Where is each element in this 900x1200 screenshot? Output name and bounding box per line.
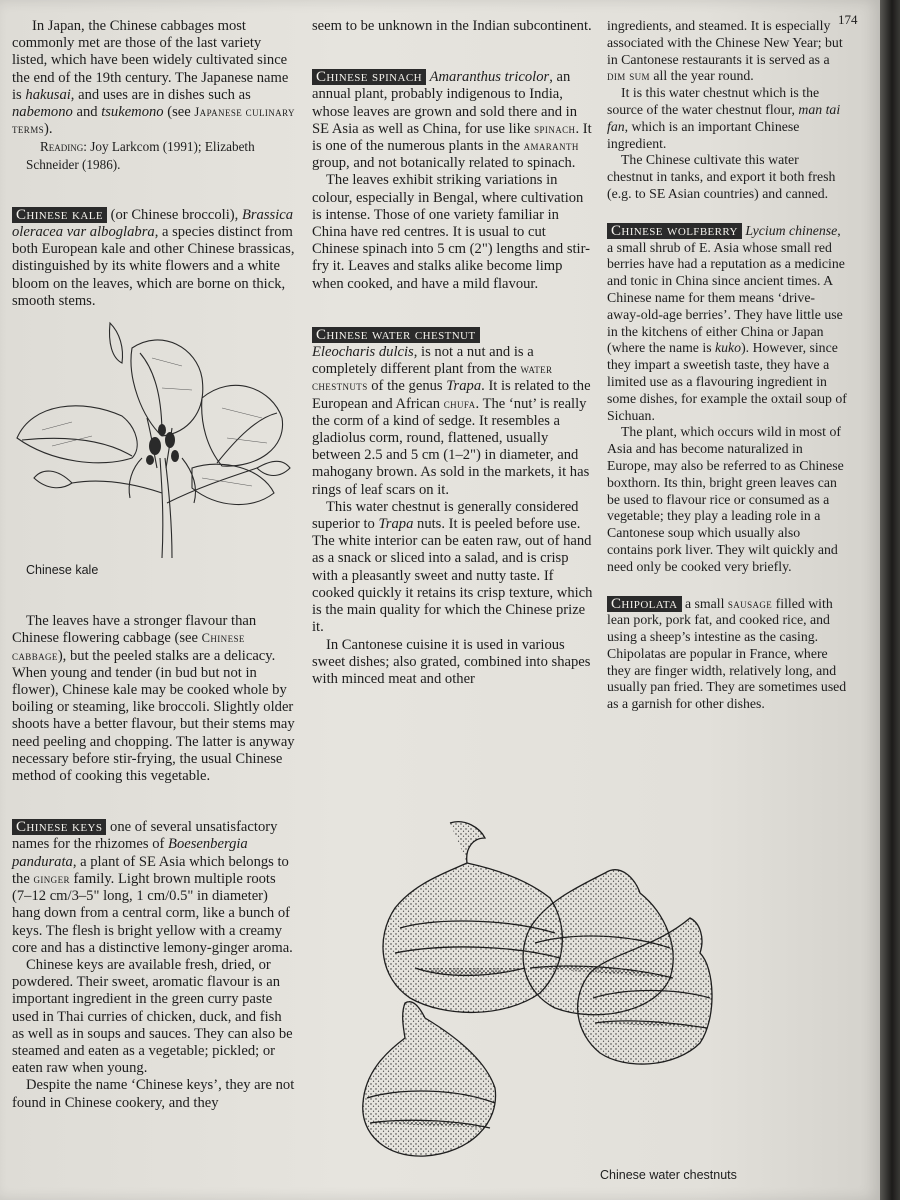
headword-chinese-keys: Chinese keys [12,819,106,835]
headword-chipolata: Chipolata [607,596,682,612]
water-chestnut-export-paragraph: The Chinese cultivate this water chestnut in tanks, and export it both fresh (e.g. to SE Asian countries) and canned. [607,152,836,201]
headword-chinese-kale: Chinese kale [12,207,107,223]
page-number: 174 [838,12,858,27]
entry-chipolata: Chipolata a small sausage filled with lean pork, pork fat, and cooked rice, and using a sheep’s intestine as the casing. Chipolatas are popular in France, where they are finger width, relatively long, and usually pan fried. They are sometimes used as a garnish for other dishes. [607,595,847,712]
entry-chinese-water-chestnut: Chinese water chestnut Eleocharis dulcis, is not a nut and is a completely different plant from the water chestnuts of the genus Trapa. It is related to the European and African chufa. The ‘nut’ is really the corm of a kind of sedge. It resembles a gladiolus corm, round, flattened, usually between 2.5 and 5 cm (1–2") in diameter, and mahogany brown. As sold in the markets, it has rings of leaf scars on it. [312,326,591,498]
column-1 [12,18,297,1112]
column-3 [607,18,847,713]
entry-chinese-wolfberry: Chinese wolfberry Lycium chinense, a small shrub of E. Asia whose small red berries have had a reputation as a medicine and tonic in China since ancient times. A Chinese name for them means ‘drive-away-old-age berries’. They have little use in the kitchens of either China or Japan (where the name is kuko). However, since they impart a sweetish taste, they have a limited use as a flavouring ingredient in some dishes, for example the oxtail soup of Sichuan. [607,222,847,423]
wolfberry-paragraph-2: The plant, which occurs wild in most of Asia and has become naturalized in Europe, may also be referred to as Chinese boxthorn. Its thin, bright green leaves can be used to flavour rice or consumed as a vegetable; they play a leading role in a Cantonese soup which usually also contains pork liver. They wilt quickly and need only be cooked very briefly. [607,424,844,574]
water-chestnut-continuation: ingredients, and steamed. It is especially associated with the Chinese New Year; but in Cantonese restaurants it is served as a dim sum all the year round. [607,18,843,84]
chinese-kale-illustration [12,318,297,558]
water-chestnut-flour-paragraph: It is this water chestnut which is the source of the water chestnut flour, man tai fan, which is an important Chinese ingredient. [607,85,841,151]
headword-chinese-wolfberry: Chinese wolfberry [607,223,742,239]
keys-paragraph-2: Chinese keys are available fresh, dried, or powdered. Their sweet, aromatic flavour is an important ingredient in the green curry paste used in Thai curries of chicken, duck, and fish as well as in soups and sauces. They can also be steamed and eaten as a vegetable; pickled; or eaten raw when young. [12,956,293,1077]
entry-chinese-keys: Chinese keys one of several unsatisfactory names for the rhizomes of Boesenbergia pandurata, a plant of SE Asia which belongs to the ginger family. Light brown multiple roots (7–12 cm/3–5" long, 1 cm/0.5" in diameter) hang down from a central corm, like a bunch of keys. The flesh is bright yellow with a creamy core and has a distinctive lemony-ginger aroma. [12,819,293,956]
headword-chinese-water-chestnut: Chinese water chestnut [312,327,480,343]
spinach-continuation: seem to be unknown in the Indian subcontinent. [312,18,592,34]
headword-chinese-spinach: Chinese spinach [312,69,426,85]
keys-paragraph-3: Despite the name ‘Chinese keys’, they are not found in Chinese cookery, and they [12,1077,295,1111]
reading-note: Reading: Joy Larkcom (1991); Elizabeth Schneider (1986). [26,139,255,172]
water-chestnut-illustration [355,818,715,1163]
water-chestnut-paragraph-3: In Cantonese cuisine it is used in various sweet dishes; also grated, combined into shapes with minced meat and other [312,636,591,687]
water-chestnut-paragraph-2: This water chestnut is generally considered superior to Trapa nuts. It is peeled before use. The white interior can be eaten raw, out of hand as a snack or sliced into a salad, and is crisp with a pleasantly sweet and nutty taste. If cooked quickly it retains its crisp texture, which is the main quality for which the Chinese prize it. [312,498,593,636]
kale-paragraph-2: The leaves have a stronger flavour than Chinese flowering cabbage (see Chinese cabbage), but the peeled stalks are a delicacy. When young and tender (in bud but not in flower), Chinese kale may be cooked whole by boiling or steaming, like broccoli. Slightly older shoots have a better flavour, but their stems may need peeling and chopping. The latter is anyway necessary before stir-frying, the usual Chinese method of cooking this vegetable. [12,613,295,785]
page-edge [880,0,900,1200]
entry-chinese-kale: Chinese kale (or Chinese broccoli), Brassica oleracea var alboglabra, a species distinct from both European kale and other Chinese brassicas, distinguished by its white flowers and a white bloom on the leaves, which are borne on thick, smooth stems. [12,206,295,309]
chinese-kale-caption: Chinese kale [26,563,99,578]
water-chestnut-caption: Chinese water chestnuts [600,1168,737,1182]
column-2 [312,18,595,688]
hakusai-paragraph: In Japan, the Chinese cabbages most commonly met are those of the last variety listed, which have been widely cultivated since the end of the 19th century. The Japanese name is hakusai, and uses are in dishes such as nabemono and tsukemono (see Japanese culinary terms). [12,18,295,138]
entry-chinese-spinach: Chinese spinach Amaranthus tricolor, an annual plant, probably indigenous to India, whose leaves are grown and sold there and in SE Asia as well as China, for use like spinach. It is one of the numerous plants in the amaranth group, and not botanically related to spinach. [312,69,592,172]
spinach-paragraph-2: The leaves exhibit striking variations in colour, especially in Bengal, where cultivation is intense. Those of one variety familiar in China have red centres. It is usual to cut Chinese spinach into 5 cm (2") lengths and stir-fry it. Leaves and stalks alike become limp when cooked, and have a mild flavour. [312,172,591,292]
